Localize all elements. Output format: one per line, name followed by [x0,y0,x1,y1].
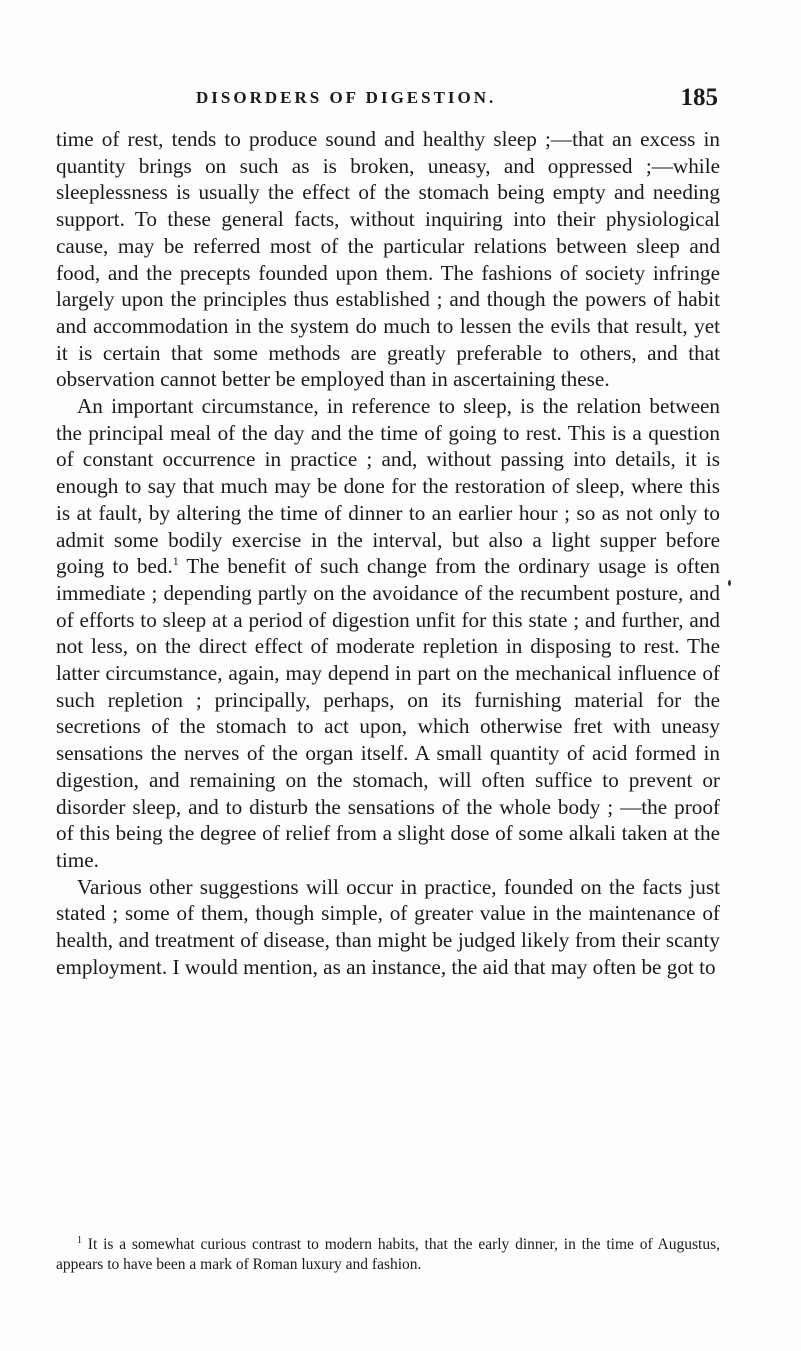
body-text [56,126,720,981]
margin-ink-speck [728,580,731,586]
paragraph-2-part-1: An important circumstance, in reference to sleep, is the relation between the principal meal of the day and the time of going to rest. This is a question of constant occurrence in practice ; and, without passing into details, it is enough to say that much may be done for the restoration of sleep, where this is at fault, by altering the time of dinner to an earlier hour ; so as not only to admit some bodily exercise in the interval, but also a light supper before going to bed. [56,394,720,579]
paragraph-2-part-2: The benefit of such change from the ordinary usage is often immediate ; depending partly on the avoidance of the recumbent posture, and of efforts to sleep at a period of digestion unfit for this state ; and further, and not less, on the direct effect of moderate repletion in disposing to rest. The latter circumstance, again, may depend in part on the mechanical influence of such repletion ; principally, perhaps, on its furnishing material for the secretions of the stomach to act upon, which otherwise fret with uneasy sensations the nerves of the organ itself. A small quantity of acid formed in digestion, and remaining on the stomach, will often suffice to prevent or disorder sleep, and to disturb the sensations of the whole body ; —the proof of this being the degree of relief from a slight dose of some alkali taken at the time. [56,554,720,872]
paragraph-2 [56,393,720,874]
paragraph-1: time of rest, tends to produce sound and healthy sleep ;—that an excess in quantity brings on such as is broken, uneasy, and oppressed ;—while sleeplessness is usually the effect of the stomach being empty and needing support. To these general facts, without inquiring into their physiological cause, may be referred most of the particular relations between sleep and food, and the precepts founded upon them. The fashions of society infringe largely upon the principles thus established ; and though the powers of habit and accommodation in the system do much to lessen the evils that result, yet it is certain that some methods are greatly preferable to others, and that observation cannot better be employed than in ascertaining these. [56,127,720,392]
running-head: DISORDERS OF DIGESTION. [196,88,497,107]
footnote-text: It is a somewhat curious contrast to modern habits, that the early dinner, in the time of Augustus, appears to have been a mark of Roman luxury and fashion. [56,1236,720,1273]
footnote-reference[interactable]: 1 [172,554,179,569]
footnote-mark: 1 [77,1235,82,1246]
paragraph-3: Various other suggestions will occur in practice, founded on the facts just stated ; some of them, though simple, of greater value in the maintenance of health, and treatment of disease, than might be judged likely from their scanty employment. I would mention, as an instance, the aid that may often be got to [56,874,720,979]
page-header [178,84,718,114]
footnote [56,1235,720,1275]
page-number: 185 [680,84,718,111]
